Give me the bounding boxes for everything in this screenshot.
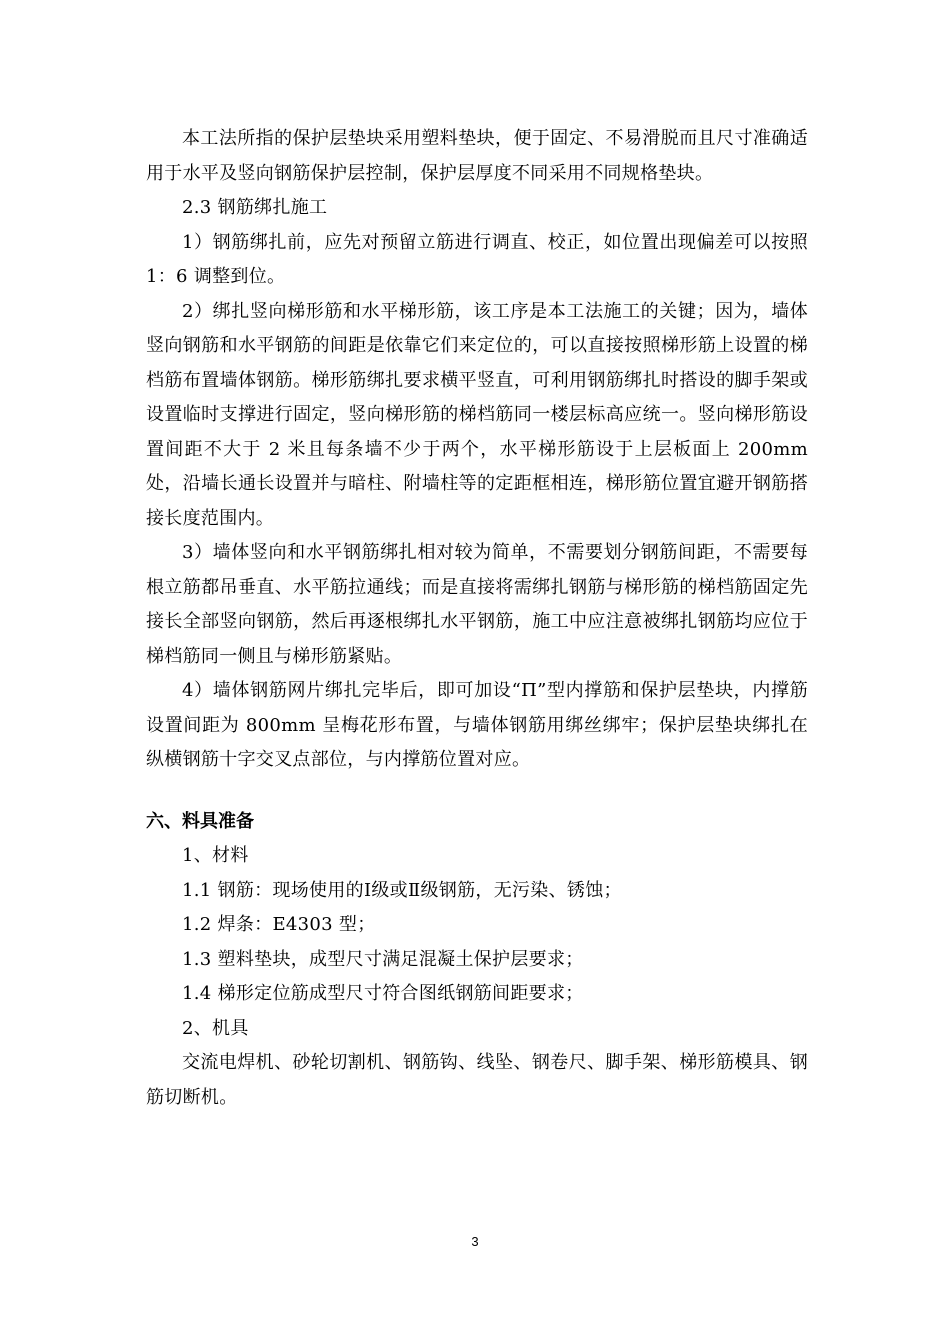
list-item-rebar: 1.1 钢筋：现场使用的Ⅰ级或Ⅱ级钢筋，无污染、锈蚀； [182, 879, 622, 901]
list-item-ladder-bar: 1.4 梯形定位筋成型尺寸符合图纸钢筋间距要求； [182, 983, 584, 1004]
list-item-plastic-spacer: 1.3 塑料垫块，成型尺寸满足混凝土保护层要求； [182, 948, 584, 970]
paragraph-protective-spacer: 本工法所指的保护层垫块采用塑料垫块，便于固定、不易滑脱而且尺寸准确适用于水平及竖向钢筋保护层控制，保护层厚度不同采用不同规格垫块。 [146, 128, 808, 184]
paragraph-step-3: 3）墙体竖向和水平钢筋绑扎相对较为简单，不需要划分钢筋间距，不需要每根立筋都吊垂直、水平筋拉通线；而是直接将需绑扎钢筋与梯形筋的梯档筋固定先接长全部竖向钢筋，然后再逐根绑扎水平钢筋，施工中应注意被绑扎钢筋均应位于梯档筋同一侧且与梯形筋紧贴。 [146, 542, 808, 667]
list-item-electrode: 1.2 焊条：E4303 型； [182, 914, 376, 935]
paragraph-step-2: 2）绑扎竖向梯形筋和水平梯形筋，该工序是本工法施工的关键；因为，墙体竖向钢筋和水平钢筋的间距是依靠它们来定位的，可以直接按照梯形筋上设置的梯档筋布置墙体钢筋。梯形筋绑扎要求横平竖直，可利用钢筋绑扎时搭设的脚手架或设置临时支撑进行固定，竖向梯形筋的梯档筋同一楼层标高应统一。竖向梯形筋设置间距不大于 2 米且每条墙不少于两个，水平梯形筋设于上层板面上 200mm 处，沿墙长通长设置并与暗柱、附墙柱等的定距框相连，梯形筋位置宜避开钢筋搭接长度范围内。 [146, 300, 808, 529]
subheading-tools: 2、机具 [182, 1017, 249, 1039]
paragraph-step-1: 1）钢筋绑扎前，应先对预留立筋进行调直、校正，如位置出现偏差可以按照 1：6 调整到位。 [146, 231, 808, 287]
document-body [146, 122, 808, 1115]
paragraph-tools-list: 交流电焊机、砂轮切割机、钢筋钩、线坠、钢卷尺、脚手架、梯形筋模具、钢筋切断机。 [146, 1052, 808, 1108]
section-heading-materials-tools: 六、料具准备 [146, 810, 254, 832]
subheading-rebar-binding: 2.3 钢筋绑扎施工 [182, 197, 328, 218]
paragraph-step-4: 4）墙体钢筋网片绑扎完毕后，即可加设“Π”型内撑筋和保护层垫块，内撑筋设置间距为 800mm 呈梅花形布置，与墙体钢筋用绑丝绑牢；保护层垫块绑扎在纵横钢筋十字交叉点部位，与内撑筋位置对应。 [146, 680, 808, 770]
page-number: 3 [471, 1234, 479, 1249]
subheading-materials: 1、材料 [182, 845, 249, 866]
